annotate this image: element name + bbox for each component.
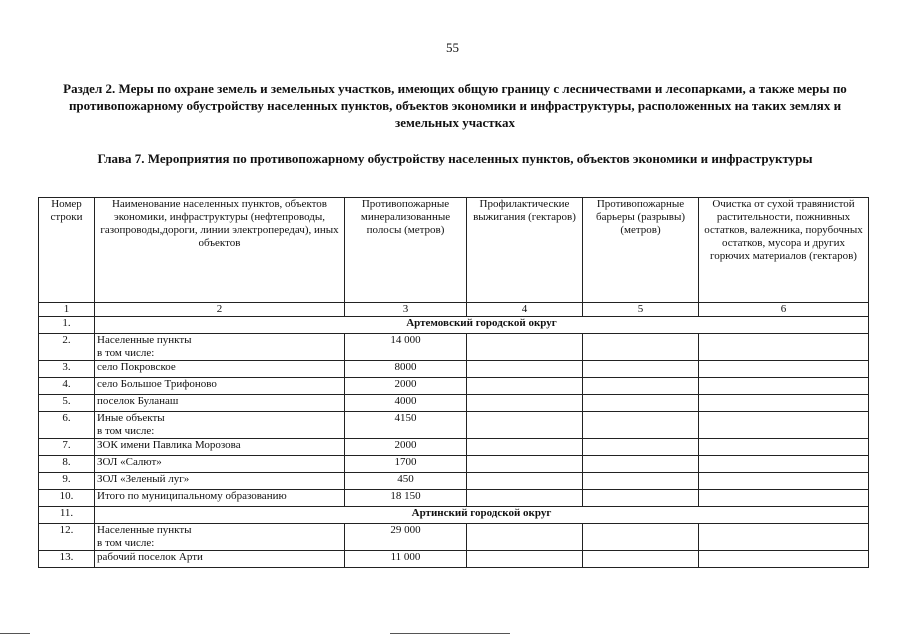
- header-cleaning: Очистка от сухой травянистой растительности, пожнивных остатков, валежника, порубочных остатков, мусора и других горючих материалов (гектаров): [699, 198, 869, 303]
- row-number: 9.: [39, 473, 95, 490]
- value-cell-col5: [583, 551, 699, 568]
- section-title: Раздел 2. Меры по охране земель и земельных участков, имеющих общую границу с лесничествами и лесопарками, а также меры по противопожарному обустройству населенных пунктов, объектов экономики и инфраструктуры, расположенных на таких землях и земельных участках: [63, 81, 847, 130]
- value-cell-col3: 4000: [345, 395, 467, 412]
- value-cell-col4: [467, 473, 583, 490]
- value-cell-col3: 14 000: [345, 334, 467, 361]
- object-name: Итого по муниципальному образованию: [97, 490, 287, 502]
- value-cell-col6: [699, 334, 869, 361]
- value-cell-col6: [699, 378, 869, 395]
- value-cell-col4: [467, 490, 583, 507]
- row-number: 5.: [39, 395, 95, 412]
- object-name-cell: [95, 490, 345, 507]
- table-row: [39, 395, 869, 412]
- row-number: 4.: [39, 378, 95, 395]
- value-cell-col6: [699, 439, 869, 456]
- value-cell-col5: [583, 456, 699, 473]
- region-name: Артемовский городской округ: [95, 317, 869, 334]
- object-name-cell: [95, 395, 345, 412]
- object-name-cell: [95, 456, 345, 473]
- value-cell-col4: [467, 456, 583, 473]
- scan-edge-line-center: [390, 633, 510, 634]
- object-name-subtitle: в том числе:: [97, 425, 155, 437]
- object-name: поселок Буланаш: [97, 395, 179, 407]
- object-name-subtitle: в том числе:: [97, 537, 155, 549]
- row-number: 12.: [39, 524, 95, 551]
- value-cell-col3: 18 150: [345, 490, 467, 507]
- value-cell-col5: [583, 473, 699, 490]
- object-name-cell: [95, 412, 345, 439]
- value-cell-col6: [699, 361, 869, 378]
- chapter-title: Глава 7. Мероприятия по противопожарному обустройству населенных пунктов, объектов экономики и инфраструктуры: [97, 151, 813, 166]
- header-preventive-burning: Профилактические выжигания (гектаров): [467, 198, 583, 303]
- row-number: 3.: [39, 361, 95, 378]
- scan-edge-line-left: [0, 633, 30, 634]
- value-cell-col6: [699, 412, 869, 439]
- object-name-cell: [95, 439, 345, 456]
- column-number: 3: [345, 303, 467, 317]
- row-number: 8.: [39, 456, 95, 473]
- row-number: 10.: [39, 490, 95, 507]
- value-cell-col6: [699, 524, 869, 551]
- measures-table: [38, 197, 869, 568]
- column-number: 1: [39, 303, 95, 317]
- value-cell-col3: 1700: [345, 456, 467, 473]
- value-cell-col5: [583, 439, 699, 456]
- object-name-cell: [95, 378, 345, 395]
- table-row: [39, 524, 869, 551]
- object-name: село Большое Трифоново: [97, 378, 217, 390]
- value-cell-col3: 29 000: [345, 524, 467, 551]
- value-cell-col5: [583, 361, 699, 378]
- value-cell-col4: [467, 524, 583, 551]
- column-number: 2: [95, 303, 345, 317]
- table-row: [39, 361, 869, 378]
- value-cell-col4: [467, 334, 583, 361]
- header-object-name: Наименование населенных пунктов, объектов экономики, инфраструктуры (нефтепроводы, газопроводы,дороги, линии электропередач), иных объектов: [95, 198, 345, 303]
- value-cell-col3: 4150: [345, 412, 467, 439]
- table-row: [39, 439, 869, 456]
- value-cell-col6: [699, 395, 869, 412]
- page-number: 55: [446, 40, 459, 55]
- object-name-cell: [95, 473, 345, 490]
- table-row: [39, 473, 869, 490]
- column-number: 6: [699, 303, 869, 317]
- value-cell-col5: [583, 395, 699, 412]
- header-row-number: Номер строки: [39, 198, 95, 303]
- value-cell-col3: 8000: [345, 361, 467, 378]
- value-cell-col3: 11 000: [345, 551, 467, 568]
- header-fire-barriers: Противопожарные барьеры (разрывы) (метров): [583, 198, 699, 303]
- value-cell-col5: [583, 524, 699, 551]
- row-number: 11.: [39, 507, 95, 524]
- table-row: [39, 334, 869, 361]
- table-row: [39, 412, 869, 439]
- value-cell-col3: 450: [345, 473, 467, 490]
- value-cell-col6: [699, 473, 869, 490]
- object-name-cell: [95, 361, 345, 378]
- value-cell-col4: [467, 551, 583, 568]
- table-row: [39, 378, 869, 395]
- row-number: 2.: [39, 334, 95, 361]
- table-row: [39, 551, 869, 568]
- row-number: 7.: [39, 439, 95, 456]
- value-cell-col3: 2000: [345, 439, 467, 456]
- column-number-row: [39, 303, 869, 317]
- value-cell-col5: [583, 412, 699, 439]
- object-name: Иные объекты: [97, 412, 165, 424]
- object-name-subtitle: в том числе:: [97, 347, 155, 359]
- object-name: село Покровское: [97, 361, 176, 373]
- value-cell-col6: [699, 456, 869, 473]
- row-number: 6.: [39, 412, 95, 439]
- object-name: ЗОЛ «Салют»: [97, 456, 162, 468]
- column-number: 5: [583, 303, 699, 317]
- object-name: Населенные пункты: [97, 524, 192, 536]
- object-name-cell: [95, 551, 345, 568]
- value-cell-col4: [467, 361, 583, 378]
- value-cell-col4: [467, 439, 583, 456]
- object-name: рабочий поселок Арти: [97, 551, 203, 563]
- value-cell-col4: [467, 395, 583, 412]
- value-cell-col5: [583, 334, 699, 361]
- value-cell-col3: 2000: [345, 378, 467, 395]
- value-cell-col4: [467, 378, 583, 395]
- column-number: 4: [467, 303, 583, 317]
- value-cell-col5: [583, 490, 699, 507]
- row-number: 13.: [39, 551, 95, 568]
- table-row: [39, 490, 869, 507]
- region-name: Артинский городской округ: [95, 507, 869, 524]
- row-number: 1.: [39, 317, 95, 334]
- object-name: Населенные пункты: [97, 334, 192, 346]
- value-cell-col5: [583, 378, 699, 395]
- object-name-cell: [95, 524, 345, 551]
- object-name: ЗОК имени Павлика Морозова: [97, 439, 241, 451]
- object-name-cell: [95, 334, 345, 361]
- value-cell-col6: [699, 490, 869, 507]
- value-cell-col4: [467, 412, 583, 439]
- value-cell-col6: [699, 551, 869, 568]
- header-mineralized-strips: Противопожарные минерализованные полосы (метров): [345, 198, 467, 303]
- region-row: [39, 317, 869, 334]
- region-row: [39, 507, 869, 524]
- header-row: [39, 198, 869, 303]
- table-row: [39, 456, 869, 473]
- object-name: ЗОЛ «Зеленый луг»: [97, 473, 190, 485]
